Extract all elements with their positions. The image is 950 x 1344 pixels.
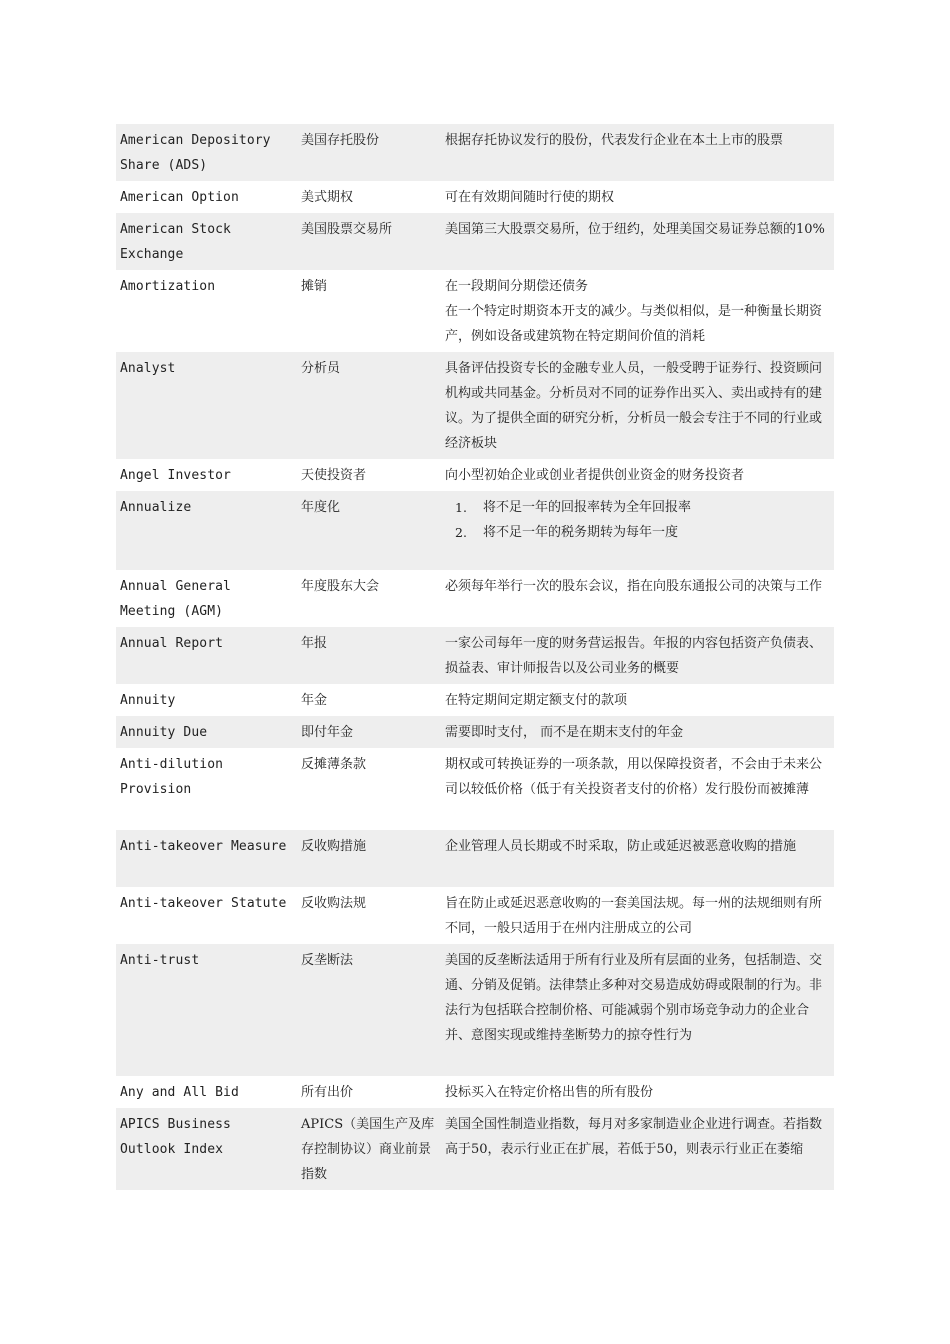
term-chinese: APICS（美国生产及库存控制协议）商业前景指数 (297, 1108, 441, 1190)
term-english: Amortization (120, 279, 216, 294)
glossary-table (116, 124, 834, 1190)
term-chinese: 美国存托股份 (297, 124, 441, 181)
list-text: 将不足一年的税务期转为每年一度 (483, 525, 679, 540)
glossary-body (116, 124, 834, 1190)
term-chinese: 所有出价 (301, 1085, 354, 1100)
glossary-row (116, 181, 834, 213)
glossary-row (116, 491, 834, 570)
term-chinese: 分析员 (297, 352, 441, 459)
term-chinese: 反摊薄条款 (301, 757, 367, 772)
term-chinese: 年度股东大会 (301, 579, 380, 594)
term-definition: 投标买入在特定价格出售的所有股份 (445, 1085, 654, 1100)
list-item (455, 520, 830, 545)
term-chinese: 年报 (297, 627, 441, 684)
term-english: Angel Investor (120, 468, 231, 483)
glossary-row (116, 716, 834, 748)
glossary-row (116, 1076, 834, 1108)
list-number: 2. (455, 525, 467, 540)
term-english: American Depository Share (ADS) (116, 124, 297, 181)
term-definition: 美国全国性制造业指数，每月对多家制造业企业进行调查。若指数高于50，表示行业正在扩展，若低于50，则表示行业正在萎缩 (441, 1108, 834, 1190)
term-chinese: 反垄断法 (297, 944, 441, 1076)
glossary-row (116, 1108, 834, 1190)
term-chinese: 即付年金 (297, 716, 441, 748)
term-chinese: 年金 (301, 693, 328, 708)
glossary-row (116, 887, 834, 944)
glossary-row (116, 684, 834, 716)
term-chinese: 美式期权 (301, 190, 354, 205)
term-definition: 期权或可转换证券的一项条款，用以保障投资者，不会由于未来公司以较低价格（低于有关投资者支付的价格）发行股份而被摊薄 (445, 757, 823, 797)
term-definition: 向小型初始企业或创业者提供创业资金的财务投资者 (445, 468, 745, 483)
glossary-row (116, 944, 834, 1076)
glossary-row (116, 570, 834, 627)
list-item (455, 495, 830, 520)
glossary-row (116, 748, 834, 830)
term-definition: 美国的反垄断法适用于所有行业及所有层面的业务，包括制造、交通、分销及促销。法律禁止多种对交易造成妨碍或限制的行为。非法行为包括联合控制价格、可能减弱个别市场竞争动力的企业合并、意图实现或维持垄断势力的掠夺性行为 (441, 944, 834, 1076)
glossary-row (116, 352, 834, 459)
term-chinese: 年度化 (297, 491, 441, 570)
term-definition: 根据存托协议发行的股份，代表发行企业在本土上市的股票 (441, 124, 834, 181)
term-definition: 需要即时支付， 而不是在期末支付的年金 (441, 716, 834, 748)
glossary-row (116, 270, 834, 352)
term-definition (441, 491, 834, 570)
term-definition: 在一段期间分期偿还债务 在一个特定时期资本开支的减少。与类似相似，是一种衡量长期资产，例如设备或建筑物在特定期间价值的消耗 (445, 279, 823, 344)
term-definition: 具备评估投资专长的金融专业人员，一般受聘于证券行、投资顾问机构或共同基金。分析员对不同的证券作出买入、卖出或持有的建议。为了提供全面的研究分析，分析员一般会专注于不同的行业或经济板块 (441, 352, 834, 459)
list-text: 将不足一年的回报率转为全年回报率 (483, 500, 692, 515)
term-definition: 美国第三大股票交易所，位于纽约，处理美国交易证券总额的10% (441, 213, 834, 270)
term-definition: 企业管理人员长期或不时采取，防止或延迟被恶意收购的措施 (441, 830, 834, 887)
term-chinese: 美国股票交易所 (297, 213, 441, 270)
glossary-row (116, 459, 834, 491)
term-english: Annual General Meeting (AGM) (120, 579, 231, 619)
glossary-row (116, 213, 834, 270)
term-english: Annuity Due (116, 716, 297, 748)
term-english: Annuity (120, 693, 176, 708)
list-number: 1. (455, 500, 467, 515)
term-definition: 一家公司每年一度的财务营运报告。年报的内容包括资产负债表、损益表、审计师报告以及公司业务的概要 (441, 627, 834, 684)
term-english: Annual Report (116, 627, 297, 684)
term-chinese: 摊销 (301, 279, 328, 294)
term-definition: 必须每年举行一次的股东会议，指在向股东通报公司的决策与工作 (445, 579, 823, 594)
term-english: Analyst (116, 352, 297, 459)
glossary-row (116, 627, 834, 684)
definition-list (445, 495, 830, 545)
term-chinese: 反收购法规 (301, 896, 367, 911)
term-english: Anti-takeover Statute (120, 896, 287, 911)
term-english: American Option (120, 190, 239, 205)
term-chinese: 天使投资者 (301, 468, 367, 483)
term-english: Any and All Bid (120, 1085, 239, 1100)
glossary-row (116, 830, 834, 887)
term-english: Anti-takeover Measure (116, 830, 297, 887)
term-definition: 在特定期间定期定额支付的款项 (445, 693, 628, 708)
term-definition: 旨在防止或延迟恶意收购的一套美国法规。每一州的法规细则有所不同，一般只适用于在州内注册成立的公司 (445, 896, 823, 936)
term-english: Anti-trust (116, 944, 297, 1076)
term-english: Anti-dilution Provision (120, 757, 224, 797)
term-english: Annualize (116, 491, 297, 570)
term-english: APICS Business Outlook Index (116, 1108, 297, 1190)
term-definition: 可在有效期间随时行使的期权 (445, 190, 615, 205)
glossary-row (116, 124, 834, 181)
term-chinese: 反收购措施 (297, 830, 441, 887)
term-english: American Stock Exchange (116, 213, 297, 270)
